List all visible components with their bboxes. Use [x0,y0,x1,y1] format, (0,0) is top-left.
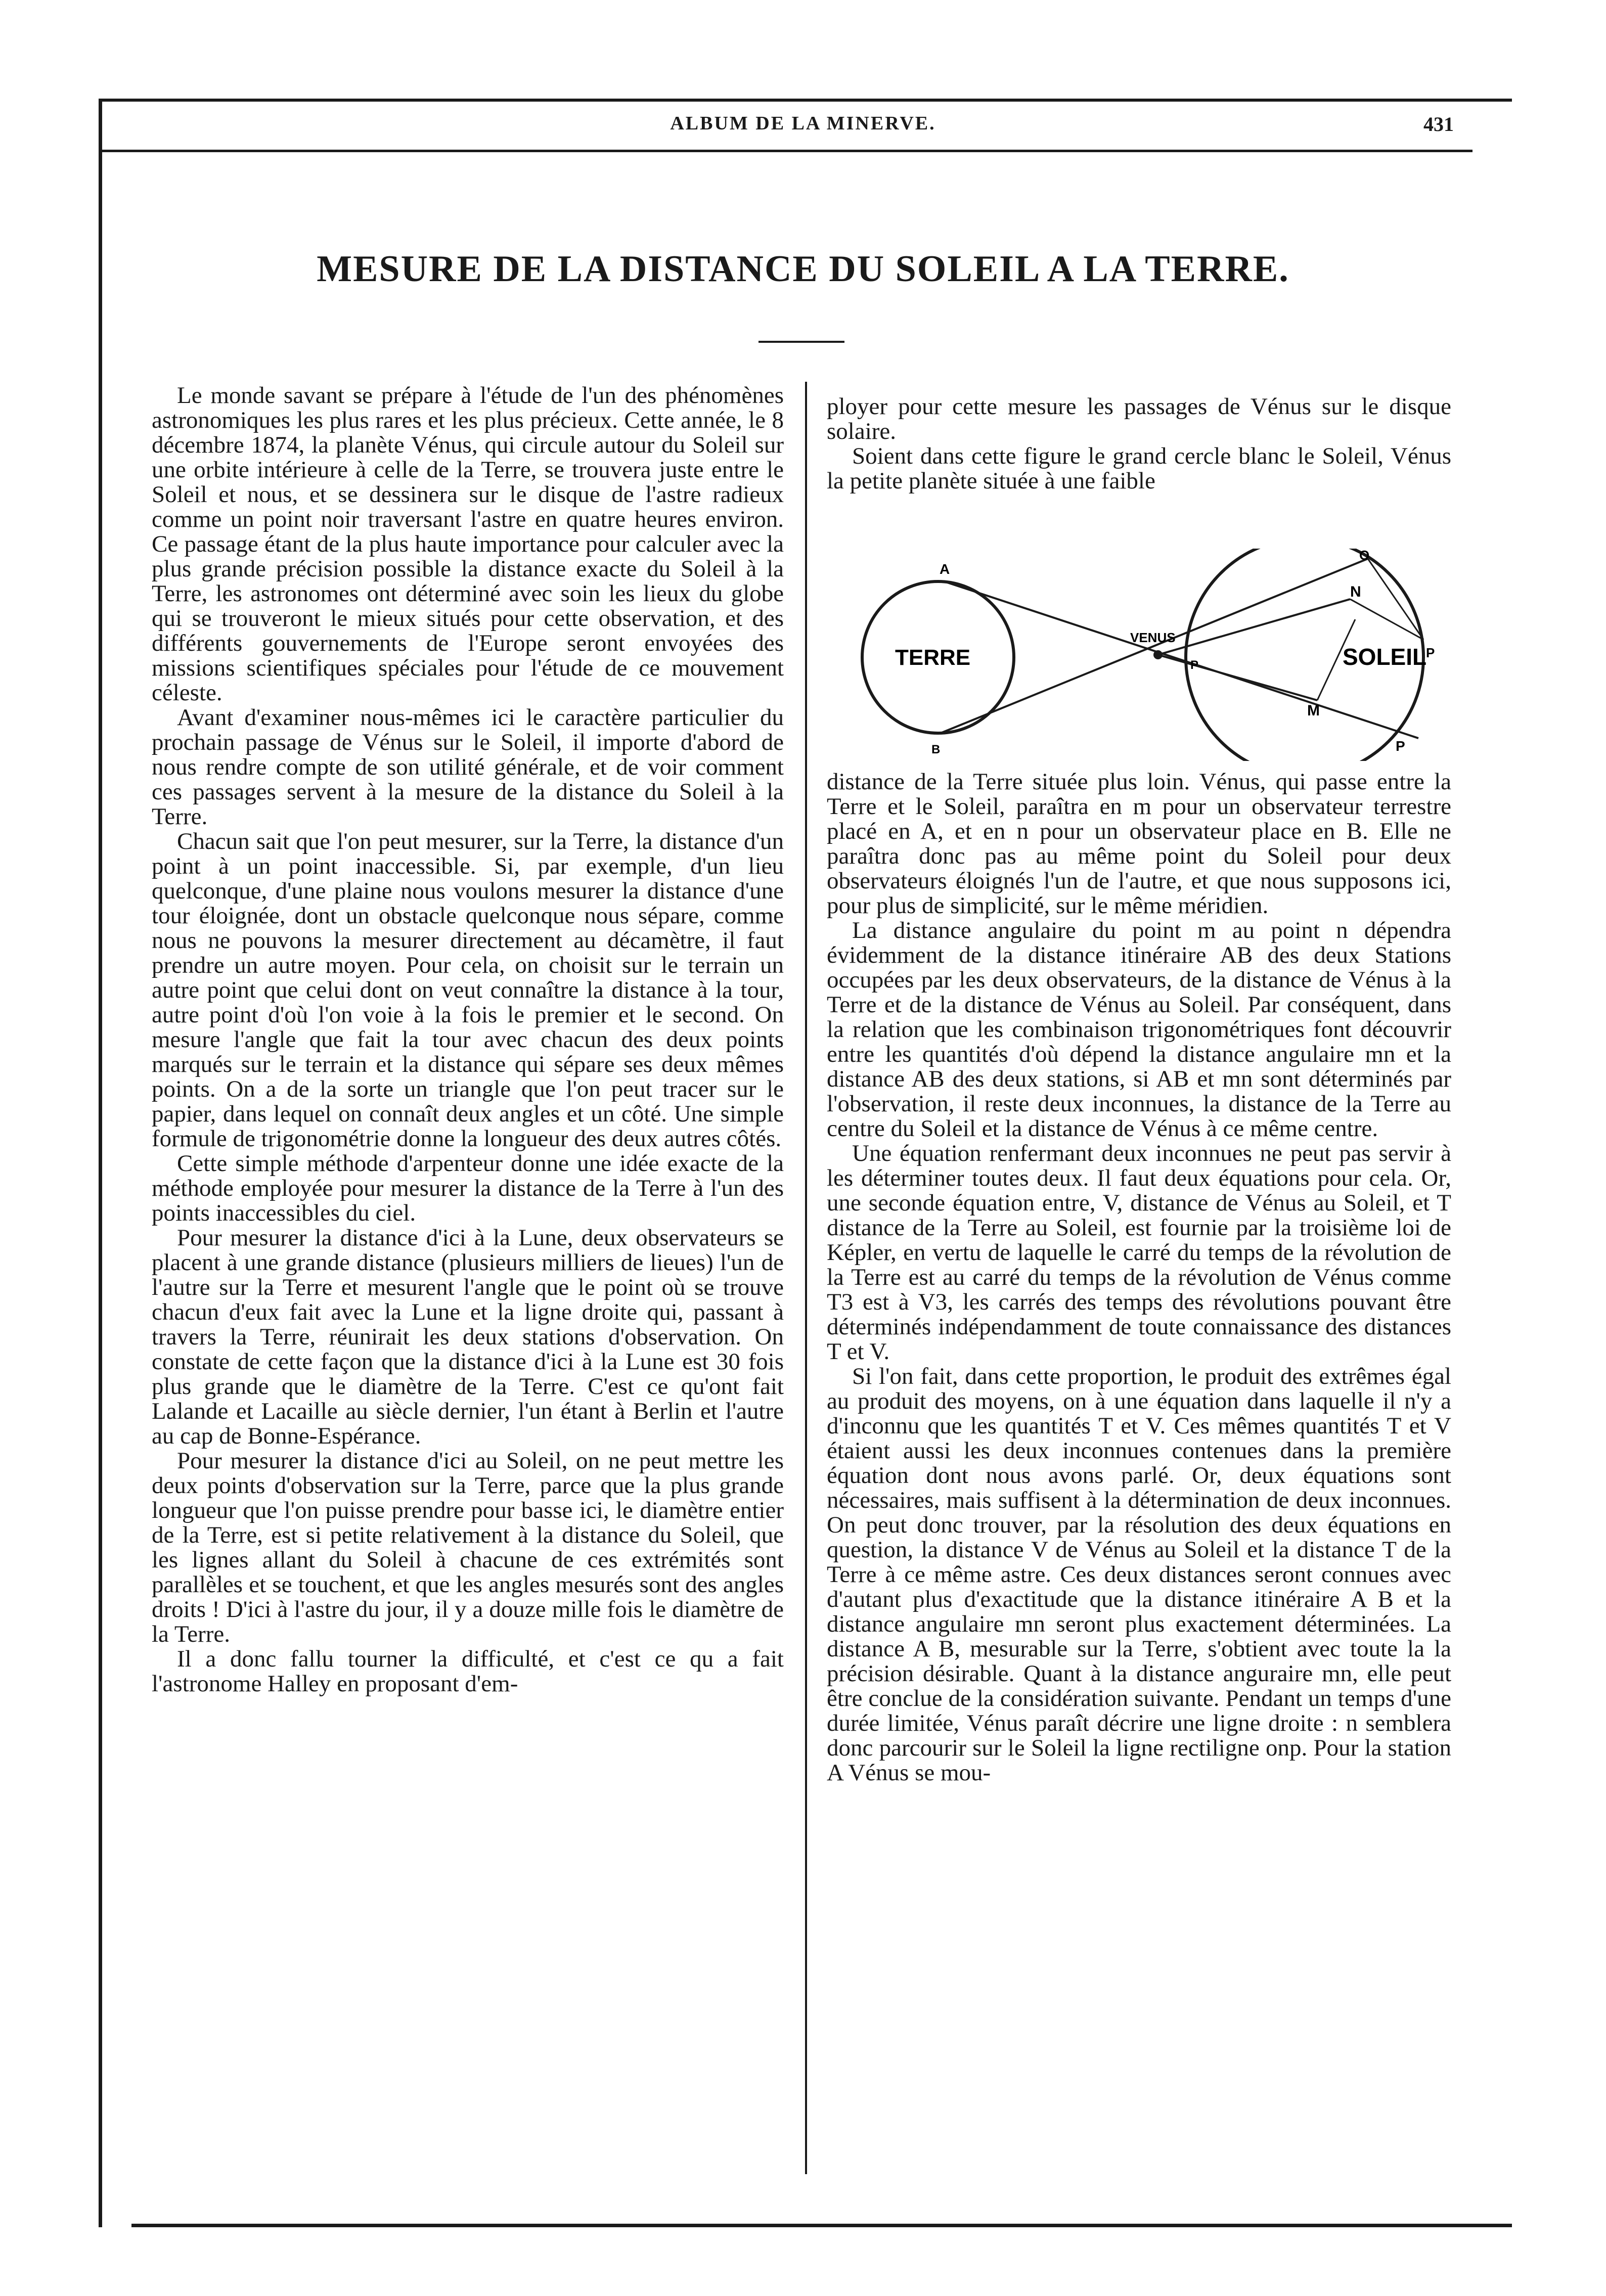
paragraph: Le monde savant se prépare à l'étude de l'un des phénomènes astronomiques les plus rares et les plus précieux. Cette année, le 8 décembre 1874, la planète Vénus, qui circule autour du Soleil sur une orbite intérieure à celle de la Terre, se trouvera juste entre le Soleil et nous, et se dessinera sur le disque de l'astre radieux comme un point noir traversant l'astre en quatre heures environ. Ce passage étant de la plus haute importance pour calculer avec la plus grande précision possible la distance exacte du Soleil à la Terre, les astronomes ont déterminé avec soin les lieux du globe qui se trouveront le mieux situés pour cette observation, et des différents gouvernements de l'Europe seront envoyées des missions scientifiques spéciales pour l'étude de ce mouvement céleste. [152,382,784,706]
point-m-label: M [1307,702,1320,719]
paragraph-continued: ployer pour cette mesure les passages de Vénus sur le disque solaire. [827,393,1451,444]
point-a-label: A [940,561,950,577]
right-column-top [827,394,1451,501]
line-venus-to-n [1158,599,1350,655]
paragraph: Cette simple méthode d'arpenteur donne une idée exacte de la méthode employée pour mesurer la distance de la Terre à l'un des points inaccessibles du ciel. [152,1150,784,1226]
paragraph: Si l'on fait, dans cette proportion, le produit des extrêmes égal au produit des moyens, on à une équation dans laquelle il n'y a d'inconnu que les quantités T et V. Ces mêmes quantités T et V étaient aussi les deux inconnues contenues dans la première équation dont nous avons parlé. Or, deux équations sont nécessaires, mais suffisent à la détermination de deux inconnues. On peut donc trouver, par la résolution des deux équations en question, la distance V de Vénus au Soleil et la distance T de la Terre à ce même astre. Ces deux distances seront connues avec d'autant plus d'exactitude que la distance itinéraire A B et la distance angulaire mn seront plus exactement déterminées. La distance A B, mesurable sur la Terre, s'obtient avec toute la la précision désirable. Quant à la distance anguraire mn, elle peut être conclue de la considération suivante. Pendant un temps d'une durée limitée, Vénus paraît décrire une ligne droite : n semblera donc parcourir sur le Soleil la ligne rectiligne onp. Pour la station A Vénus se mou- [827,1363,1451,1786]
header-rule [102,150,1473,152]
column-divider [805,382,807,2174]
point-p-bottom-label: P [1396,738,1405,754]
paragraph: Avant d'examiner nous-mêmes ici le caractère particulier du prochain passage de Vénus sur le Soleil, il importe d'abord de nous rendre compte de son utilité générale, et de voir comment ces passages servent à la mesure de la distance du Soleil à la Terre. [152,704,784,830]
venus-dot [1153,650,1163,659]
paragraph: Chacun sait que l'on peut mesurer, sur la Terre, la distance d'un point à un point inaccessible. Si, par exemple, d'un lieu quelconque, d'une plaine nous voulons mesurer la distance d'une tour éloignée, dont un obstacle quelconque nous sépare, comme nous ne pouvons la mesurer directement au décamètre, il faut prendre un autre moyen. Pour cela, on choisit sur le terrain un autre point que celui dont on veut connaître la distance à la tour, autre point d'où l'on voie à la fois le premier et le second. On mesure l'angle que fait la tour avec chacun des deux points marqués sur le terrain et la distance qui sépare ses deux mêmes points. On a de la sorte un triangle que l'on peut tracer sur le papier, dans lequel on connaît deux angles et un côté. Une simple formule de trigonométrie donne la longueur des deux autres côtés. [152,828,784,1152]
line-o-to-p [1368,559,1423,640]
paragraph: La distance angulaire du point m au point n dépendra évidemment de la distance itinéraire AB des deux Stations occupées par les deux observateurs, de la distance de Vénus à la Terre et de la distance de Vénus au Soleil. Par conséquent, dans la relation que les combinaison trigonométriques font découvrir entre les quantités d'où dépend la distance angulaire mn et la distance AB des deux stations, si AB et mn sont déterminés par l'observation, il reste deux inconnues, la distance de la Terre au centre du Soleil et la distance de Vénus à ce même centre. [827,917,1451,1142]
title-separator [759,341,844,343]
point-b-label: B [931,743,941,756]
paragraph: Pour mesurer la distance d'ici au Soleil, on ne peut mettre les deux points d'observation sur la Terre, parce que la plus grande longueur que l'on puisse prendre pour basse ici, le diamètre entier de la Terre, est si petite relativement à la distance du Soleil, que les lignes allant du Soleil à chacune de ces extrémités sont parallèles et se touchent, et que les angles mesurés sont des angles droits ! D'ici à l'astre du jour, il y a douze mille fois le diamètre de la Terre. [152,1448,784,1647]
line-venus-to-m [1158,655,1317,700]
page-frame-top [99,99,1512,102]
line-b-to-o [941,559,1368,733]
paragraph: Pour mesurer la distance d'ici à la Lune, deux observateurs se placent à une grande distance (plusieurs milliers de lieues) l'un de l'autre sur la Terre et mesurent l'angle que le point où se trouve chacun d'eux fait avec la Lune et la ligne droite qui, passant à travers la Terre, réunirait les deux stations d'observation. On constate de cette façon que la distance d'ici à la Lune est 30 fois plus grande que le diamètre de la Terre. C'est ce qu'ont fait Lalande et Lacaille au siècle dernier, l'un étant à Berlin et l'autre au cap de Bonne-Espérance. [152,1225,784,1449]
right-column-bottom [827,770,1451,2226]
paragraph: Une équation renfermant deux inconnues ne peut pas servir à les déterminer toutes deux. Il faut deux équations pour cela. Or, une seconde équation entre, V, distance de Vénus au Soleil, et T distance de la Terre au Soleil, est fournie par la troisième loi de Képler, en vertu de laquelle le carré du temps de la révolution de la Terre est au carré du temps de la révolution de Vénus comme T3 est à V3, les carrés des temps des révolutions pouvant être déterminés indépendamment de toute connaissance des distances T et V. [827,1140,1451,1365]
point-o-label: O [1359,549,1370,563]
page-frame-left [99,99,102,2227]
sun-label: SOLEIL [1343,644,1427,670]
venus-label: VENUS [1130,630,1176,645]
article-title: MESURE DE LA DISTANCE DU SOLEIL A LA TERRE. [317,248,1289,290]
running-head: ALBUM DE LA MINERVE. [670,113,936,134]
left-column [152,383,784,2203]
point-n-label: N [1350,583,1361,600]
earth-label: TERRE [895,645,971,670]
page-number: 431 [1423,113,1454,136]
paragraph-continued: distance de la Terre située plus loin. Vénus, qui passe entre la Terre et le Soleil, paraîtra en m pour un observateur terrestre placé en A, et en n pour un observateur place en B. Elle ne paraîtra donc pas au même point du Soleil pour deux observateurs éloignés l'un de l'autre, et que nous supposons ici, pour plus de simplicité, sur le même méridien. [827,769,1451,919]
venus-transit-figure [844,549,1451,761]
paragraph: Il a donc fallu tourner la difficulté, et c'est ce qu a fait l'astronome Halley en proposant d'em- [152,1646,784,1697]
point-p-right-label: P [1426,645,1435,660]
paragraph: Soient dans cette figure le grand cercle blanc le Soleil, Vénus la petite planète située à une faible [827,443,1451,494]
point-p-small-label: P [1190,658,1199,672]
